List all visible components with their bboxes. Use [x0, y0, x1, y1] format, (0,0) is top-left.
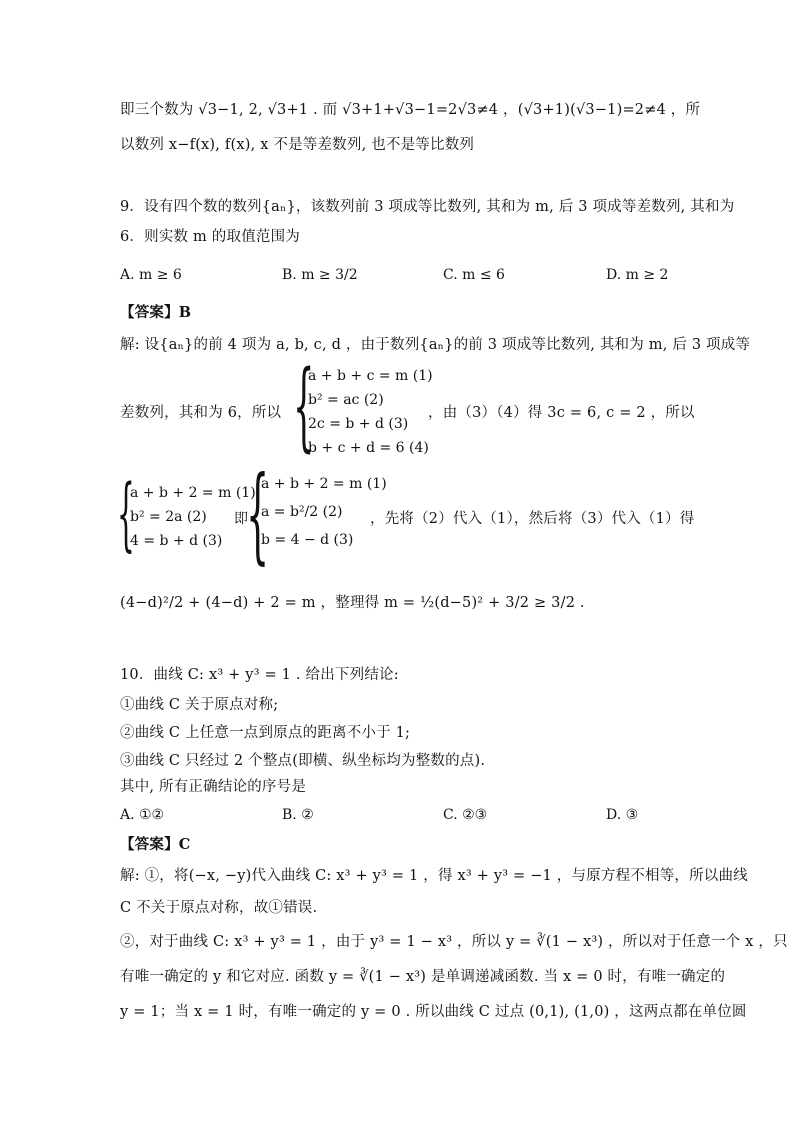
solution-10-line: C 不关于原点对称，故①错误.: [120, 900, 318, 916]
q10-option-b: B. ②: [282, 807, 314, 823]
q10-option-d: D. ③: [606, 807, 639, 823]
equation: b² = ac (2): [308, 392, 384, 408]
solution-10-line: ②，对于曲线 C: x³ + y³ = 1 ，由于 y³ = 1 − x³ ，所以 y = ∛(1 − x³) ，所以对于任意一个 x ，只: [120, 934, 788, 950]
equation: 2c = b + d (3): [308, 416, 409, 432]
conclusion-3: ③曲线 C 只经过 2 个整点(即横、纵坐标均为整数的点).: [120, 753, 486, 769]
text-line: 即三个数为 √3−1, 2, √3+1 . 而 √3+1+√3−1=2√3≠4 ，(√3+1)(√3−1)=2≠4 ，所: [120, 102, 701, 118]
connector-text: 即: [234, 511, 248, 527]
equation: b² = 2a (2): [130, 509, 207, 525]
answer-10: 【答案】C: [120, 836, 191, 853]
solution-9-line: 解: 设{aₙ}的前 4 项为 a, b, c, d ，由于数列{aₙ}的前 3 项成等比数列, 其和为 m, 后 3 项成等: [120, 337, 751, 353]
solution-10-line: 解: ①，将(−x, −y)代入曲线 C: x³ + y³ = 1 ，得 x³ + y³ = −1 ，与原方程不相等，所以曲线: [120, 868, 748, 884]
equation: a + b + 2 = m (1): [261, 476, 387, 492]
conclusion-1: ①曲线 C 关于原点对称;: [120, 697, 279, 713]
equation: a = b²/2 (2): [261, 504, 343, 520]
question-10-stem: 10．曲线 C: x³ + y³ = 1 . 给出下列结论:: [120, 667, 399, 683]
q9-option-d: D. m ≥ 2: [606, 267, 669, 283]
equation: 4 = b + d (3): [130, 533, 223, 549]
equation: a + b + 2 = m (1): [130, 485, 256, 501]
q10-option-c: C. ②③: [443, 807, 488, 823]
text-line: 以数列 x−f(x), f(x), x 不是等差数列, 也不是等比数列: [120, 137, 475, 153]
answer-9: 【答案】B: [120, 304, 192, 321]
solution-10-line: 有唯一确定的 y 和它对应. 函数 y = ∛(1 − x³) 是单调递减函数. 当 x = 0 时，有唯一确定的: [120, 969, 726, 985]
brace: {: [117, 467, 135, 560]
equation: b = 4 − d (3): [261, 532, 354, 548]
q9-option-b: B. m ≥ 3/2: [282, 267, 358, 283]
solution-9-result: (4−d)²/2 + (4−d) + 2 = m ，整理得 m = ½(d−5)² + 3/2 ≥ 3/2 .: [120, 595, 585, 611]
equation: a + b + c = m (1): [308, 368, 433, 384]
solution-9-line: ，由（3）（4）得 3c = 6, c = 2 ，所以: [428, 405, 695, 421]
q10-option-a: A. ①②: [120, 807, 165, 823]
conclusion-2: ②曲线 C 上任意一点到原点的距离不小于 1;: [120, 725, 411, 741]
question-9-stem: 9．设有四个数的数列{aₙ}，该数列前 3 项成等比数列, 其和为 m, 后 3 项成等差数列, 其和为: [120, 199, 735, 215]
q9-option-c: C. m ≤ 6: [443, 267, 505, 283]
equation-system-1: [308, 364, 433, 460]
brace: {: [293, 350, 315, 462]
question-10-prompt: 其中, 所有正确结论的序号是: [120, 779, 307, 795]
solution-9-line: ，先将（2）代入（1），然后将（3）代入（1）得: [370, 511, 695, 527]
q9-option-a: A. m ≥ 6: [120, 267, 182, 283]
solution-10-line: y = 1；当 x = 1 时，有唯一确定的 y = 0 . 所以曲线 C 过点 (0,1), (1,0) ，这两点都在单位圆: [120, 1004, 747, 1020]
question-9-stem-cont: 6．则实数 m 的取值范围为: [120, 229, 300, 245]
equation-system-3: [261, 470, 387, 554]
solution-9-line: 差数列，其和为 6，所以: [120, 405, 282, 421]
equation: b + c + d = 6 (4): [308, 440, 429, 456]
brace: {: [246, 453, 270, 575]
